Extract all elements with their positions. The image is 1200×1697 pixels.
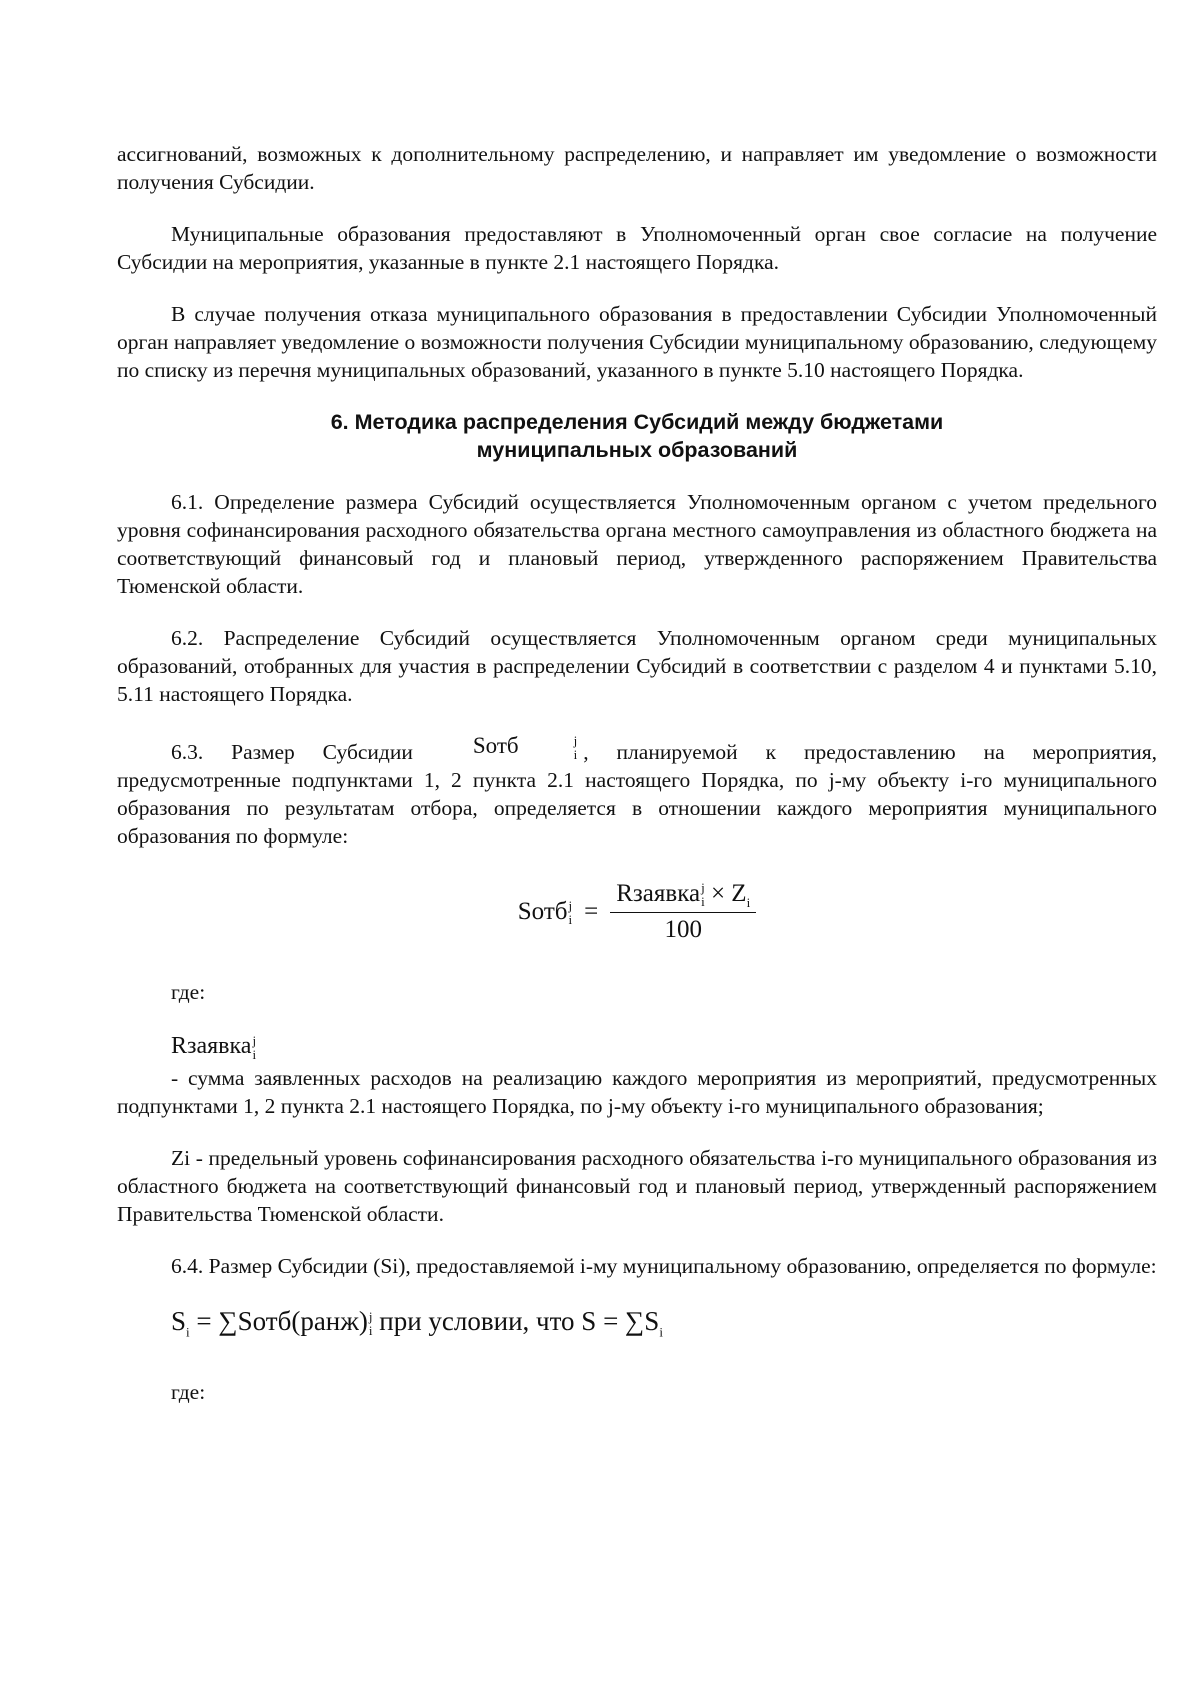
where-label-2: где: — [171, 1379, 206, 1404]
paragraph-6-3 — [117, 732, 1157, 850]
inline-symbol-sotb: Sотб j i — [472, 732, 578, 762]
paragraph-6-3-start: 6.3. Размер Субсидии — [171, 740, 413, 764]
term-rzayavka: Rзаявка j i — [171, 1032, 257, 1062]
paragraph-rzayavka-desc: - сумма заявленных расходов на реализацию каждого мероприятия из мероприятий, предусмотренных подпунктами 1, 2 пункта 2.1 настоящего Порядка, по j-му объекту i-го муниципального образования; — [117, 1065, 1157, 1118]
paragraph-6-3-end: , планируемой к предоставлению на мероприятия, предусмотренные подпунктами 1, 2 пункта 2.1 настоящего Порядка, по j-му объекту i-го муниципального образования по результатам отбора, определяется в отношении каждого мероприятия муниципального образования по формуле: — [117, 740, 1157, 848]
paragraph-6-4: 6.4. Размер Субсидии (Si), предоставляемой i-му муниципальному образованию, определяется по формуле: — [171, 1253, 1157, 1278]
paragraph-consent: Муниципальные образования предоставляют в Уполномоченный орган свое согласие на получение Субсидии на мероприятия, указанные в пункте 2.1 настоящего Порядка. — [117, 222, 1157, 274]
formula-numerator: Rзаявка j i × $Z_i$ — [610, 880, 756, 913]
paragraph-6-2: 6.2. Распределение Субсидий осуществляется Уполномоченным органом среди муниципальных образований, отобранных для участия в распределении Субсидий в соответствии с разделом 4 и пунктами 5.10, 5.11 настоящего Порядка. — [117, 626, 1157, 706]
formula-sotb — [117, 880, 1157, 944]
formula-fraction — [610, 880, 756, 944]
section-heading — [117, 408, 1157, 464]
section-heading-line2: муниципальных образований — [476, 438, 798, 462]
paragraph-refusal: В случае получения отказа муниципального образования в предоставлении Субсидии Уполномоченный орган направляет уведомление о возможности получения Субсидии муниципальному образованию, следующему по списку из перечня муниципальных образований, указанного в пункте 5.10 настоящего Порядка. — [117, 302, 1157, 382]
paragraph-6-1: 6.1. Определение размера Субсидий осуществляется Уполномоченным органом с учетом предельного уровня софинансирования расходного обязательства органа местного самоуправления из областного бюджета на соответствующий финансовый год и плановый период, утвержденного распоряжением Правительства Тюменской области. — [117, 490, 1157, 598]
formula-equals: = — [584, 898, 599, 926]
formula-lhs: Sотб j i — [517, 897, 573, 927]
formula-si: $S_i$ = ∑Sотб(ранж) j i при условии, что $S = \sum S_i$ — [171, 1305, 663, 1340]
section-heading-line1: 6. Методика распределения Субсидий между бюджетами — [330, 410, 944, 434]
document-body — [117, 140, 1157, 1432]
formula-denominator: 100 — [664, 916, 702, 944]
paragraph-continuation: ассигнований, возможных к дополнительному распределению, и направляет им уведомление о возможности получения Субсидии. — [117, 142, 1157, 194]
paragraph-zi-desc: Zi - предельный уровень софинансирования расходного обязательства i-го муниципального образования из областного бюджета на соответствующий финансовый год и плановый период, утвержденный распоряжением Правительства Тюменской области. — [117, 1145, 1157, 1226]
where-label-1: где: — [171, 980, 206, 1005]
